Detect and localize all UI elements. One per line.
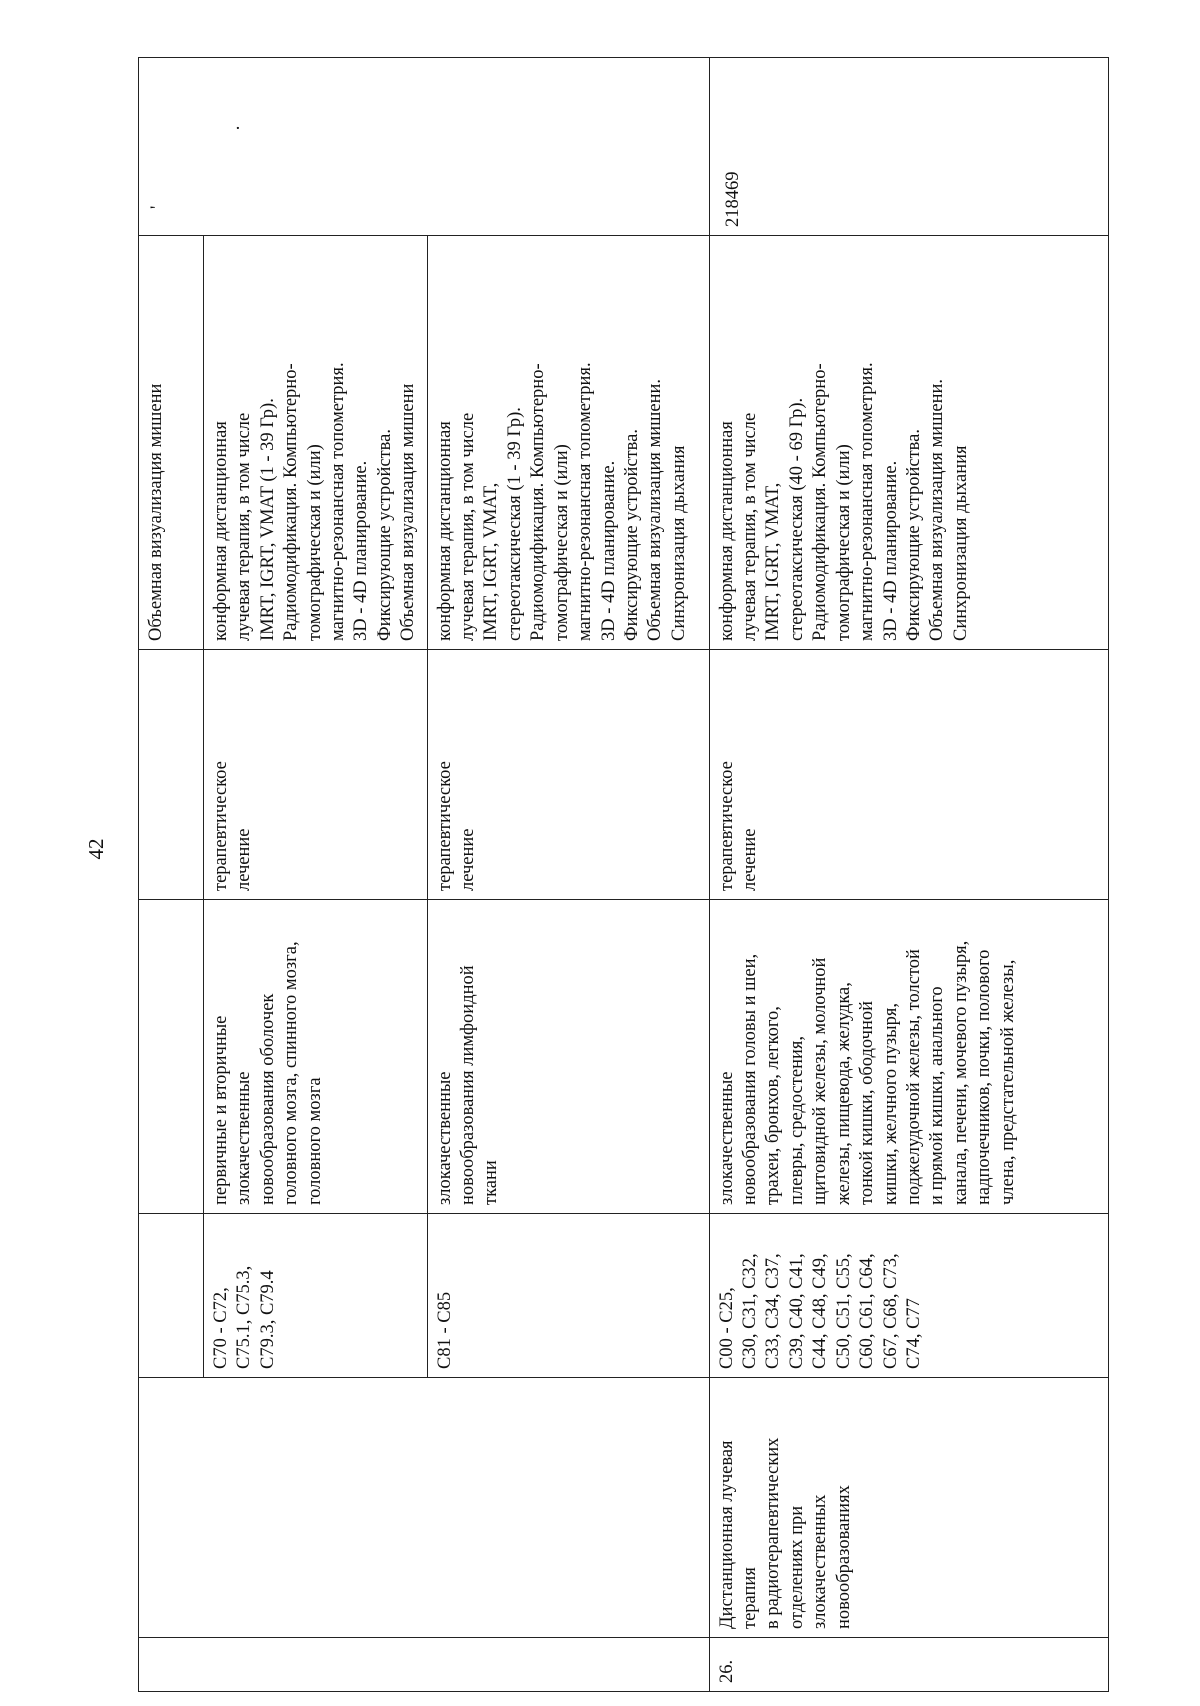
cell-codes: C81 - C85 (427, 1214, 709, 1378)
cell-num (139, 1638, 204, 1692)
cell-codes: C70 - C72, C75.1, C75.3, C79.3, C79.4 (204, 1214, 428, 1378)
page-number: 42 (84, 838, 108, 860)
services-table (138, 57, 1109, 1692)
cell-cost: 218469 (709, 58, 1108, 236)
cell-model: первичные и вторичные злокачественные новообразования оболочек головного мозга, спинного мозга, головного мозга (204, 900, 428, 1214)
cell-name: Дистанционная лучевая терапия в радиотерапевтических отделениях при злокачественных новообразованиях (709, 1378, 1108, 1638)
cell-name (139, 1378, 204, 1638)
cell-type: терапевтическое лечение (709, 650, 1108, 900)
cell-codes: C00 - C25, C30, C31, C32, C33, C34, C37, C39, C40, C41, C44, C48, C49, C50, C51, C55, C60, C61, C64, C67, C68, C73, C74, C77 (709, 1214, 1108, 1378)
cell-type: терапевтическое лечение (204, 650, 428, 900)
cell-model: злокачественные новообразования лимфоидной ткани (427, 900, 709, 1214)
cell-name (427, 1378, 709, 1638)
stray-mark-top: ' (148, 205, 168, 209)
cell-method: Объемная визуализация мишени (139, 236, 204, 650)
cell-name (204, 1378, 428, 1638)
cell-num (204, 1638, 428, 1692)
cell-type (139, 650, 204, 900)
rotated-table-page (138, 58, 1093, 1692)
table-row (427, 58, 709, 1692)
table-row (709, 58, 1108, 1692)
cell-method: конформная дистанционная лучевая терапия, в том числе IMRT, IGRT, VMAT, стереотаксическая (40 - 69 Гр). Радиомодификация. Компьютерно- томографическая и (или) магнитно-резонансная топометрия. 3D - 4D планирование. Фиксирующие устройства. Объемная визуализация мишени. Синхронизация дыхания (709, 236, 1108, 650)
table-row-continuation-header (139, 58, 204, 1692)
cell-model: злокачественные новообразования головы и шеи, трахеи, бронхов, легкого, плевры, средостения, щитовидной железы, молочной железы, пищевода, желудка, тонкой кишки, ободочной кишки, желчного пузыря, поджелудочной железы, толстой и прямой кишки, анального канала, печени, мочевого пузыря, надпочечников, почки, полового члена, предстательной железы, (709, 900, 1108, 1214)
cell-method: конформная дистанционная лучевая терапия, в том числе IMRT, IGRT, VMAT, стереотаксическая (1 - 39 Гр). Радиомодификация. Компьютерно- томографическая и (или) магнитно-резонансная топометрия. 3D - 4D планирование. Фиксирующие устройства. Объемная визуализация мишени. Синхронизация дыхания (427, 236, 709, 650)
cell-codes (139, 1214, 204, 1378)
cell-num (427, 1638, 709, 1692)
cell-type: терапевтическое лечение (427, 650, 709, 900)
cell-model (139, 900, 204, 1214)
table-row (204, 58, 428, 1692)
cell-method: конформная дистанционная лучевая терапия, в том числе IMRT, IGRT, VMAT (1 - 39 Гр). Радиомодификация. Компьютерно- томографическая и (или) магнитно-резонансная топометрия. 3D - 4D планирование. Фиксирующие устройства. Объемная визуализация мишени (204, 236, 428, 650)
cell-num: 26. (709, 1638, 1108, 1692)
cell-cost-marks (139, 58, 710, 236)
stray-mark-middle: · (229, 124, 250, 131)
